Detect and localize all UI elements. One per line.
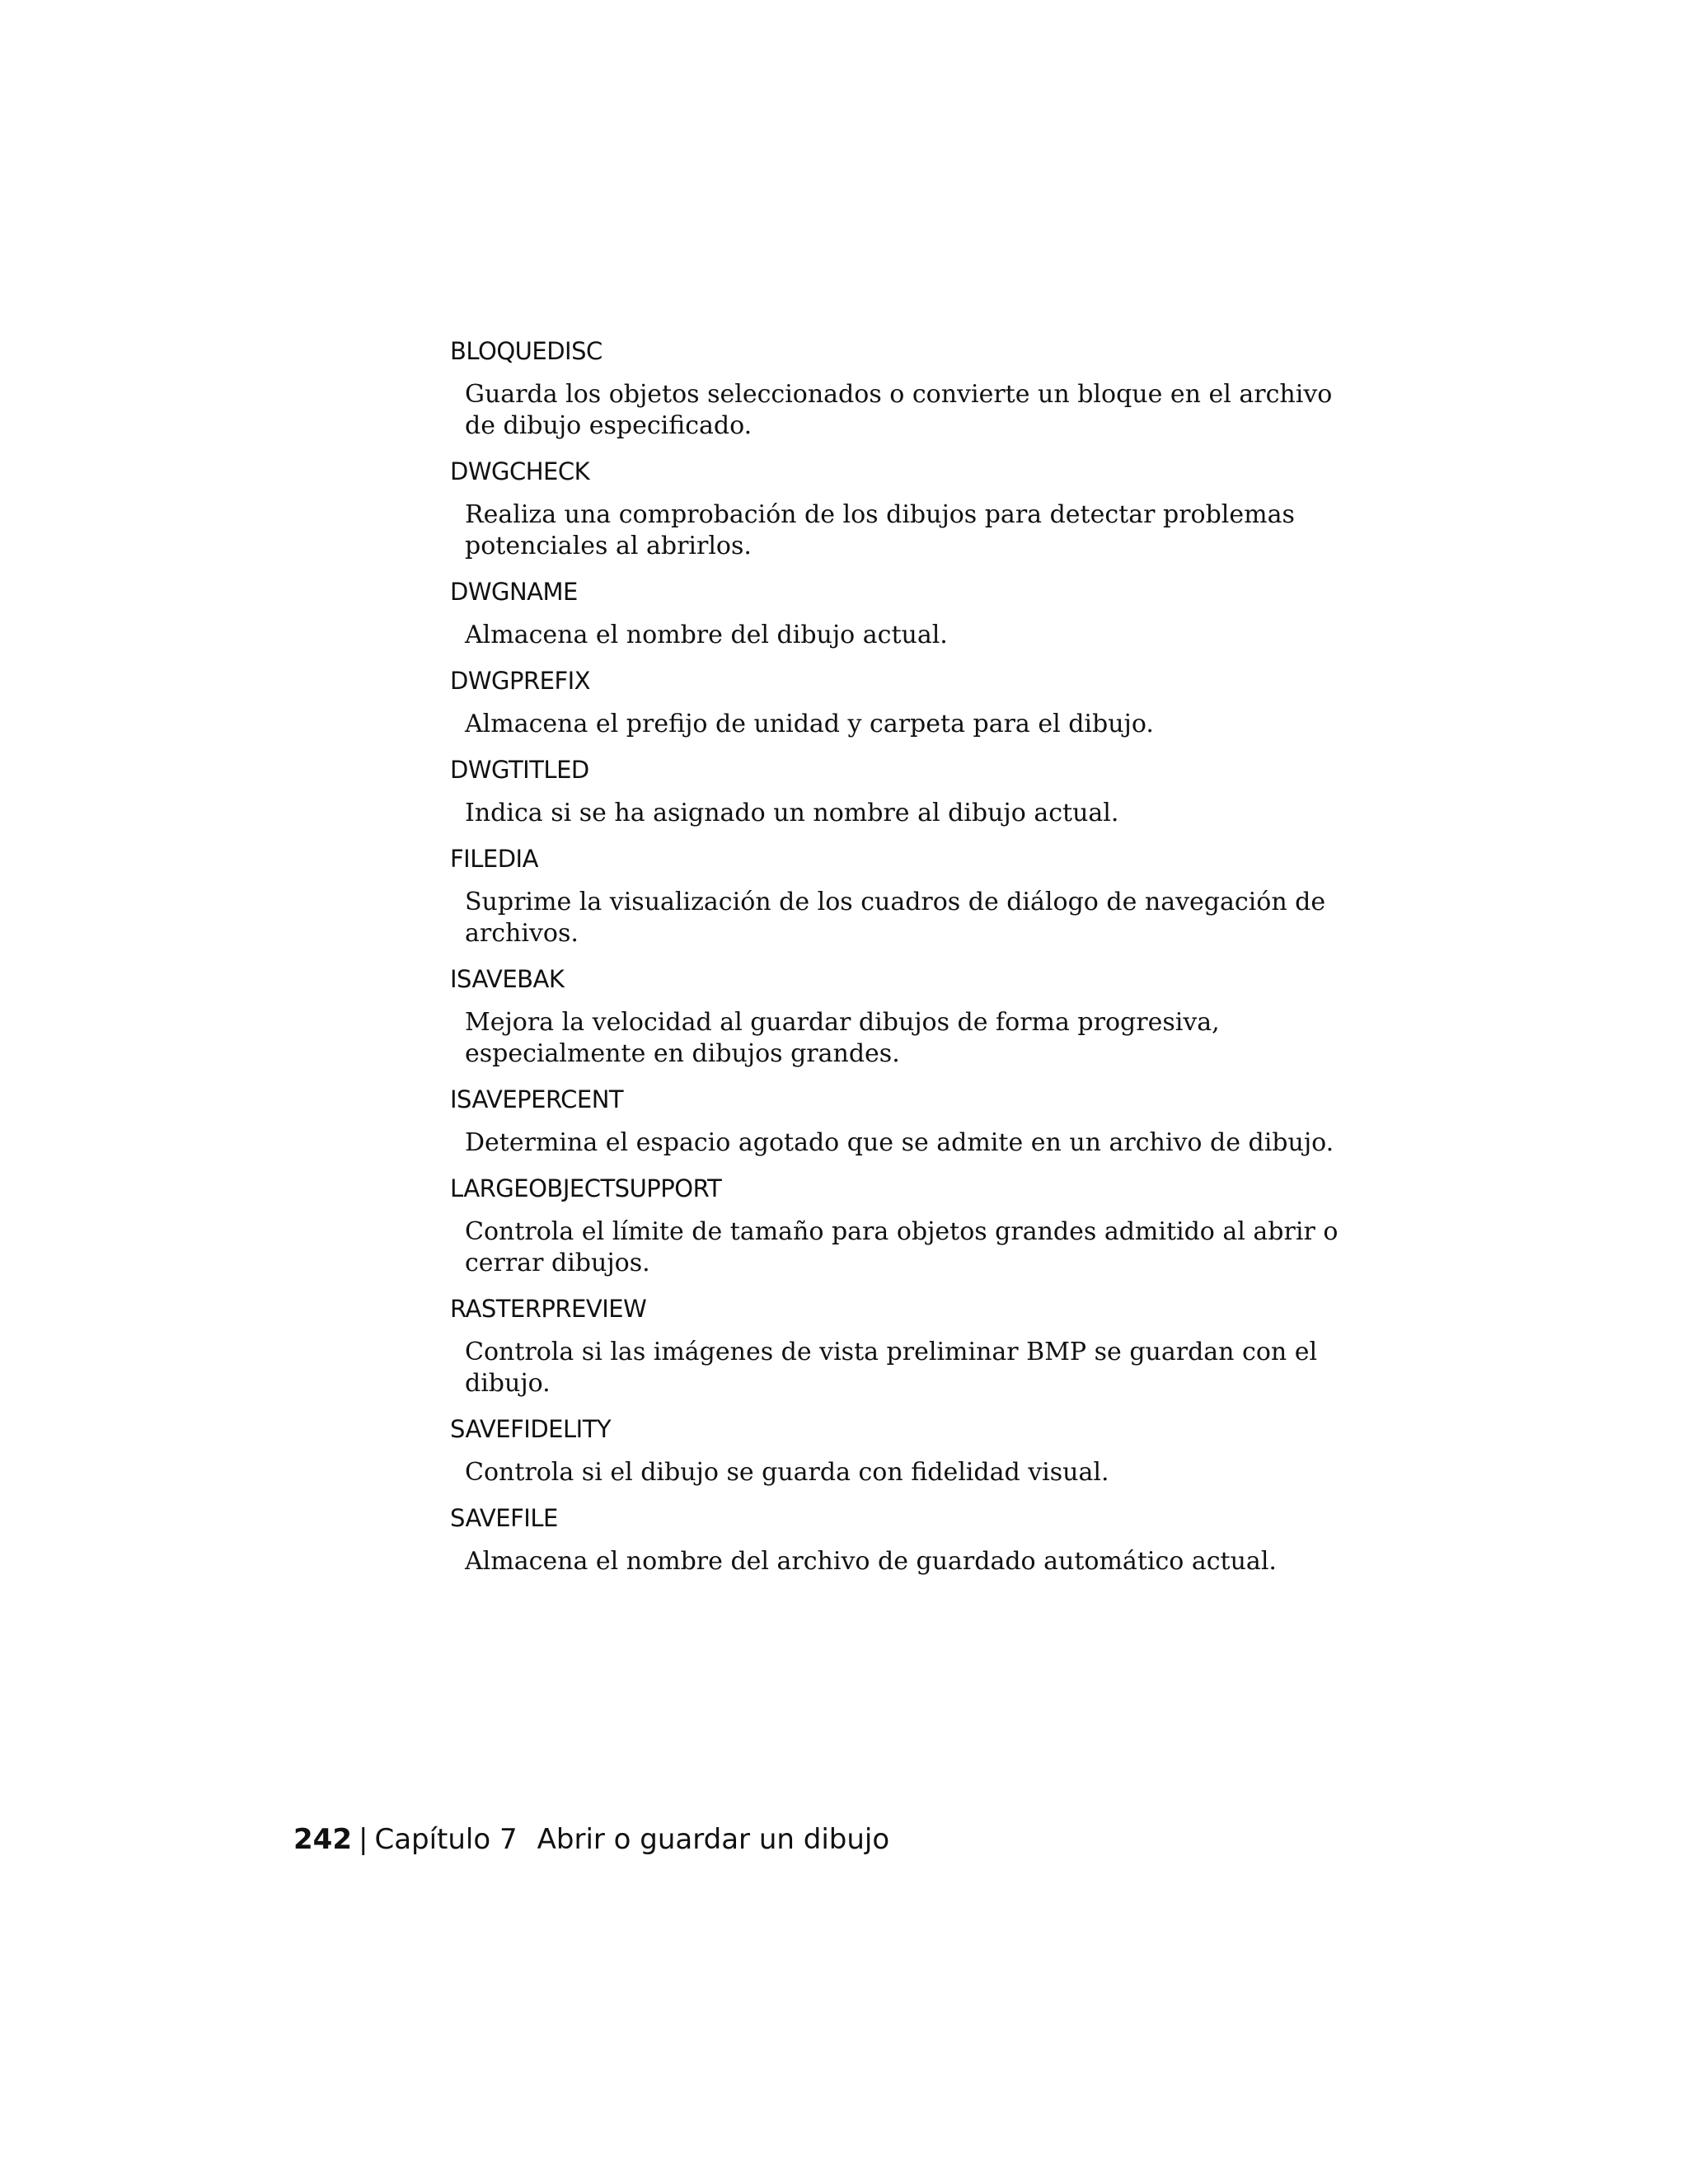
entry-term: LARGEOBJECTSUPPORT [450,1174,722,1202]
entry-bloquedisc [450,333,1357,442]
entry-isavebak [450,961,1357,1070]
entry-description: Suprime la visualización de los cuadros de diálogo de navegación de archivos. [465,888,1326,948]
entry-description: Almacena el nombre del dibujo actual. [465,621,948,649]
entry-term: FILEDIA [450,845,538,873]
entry-term: DWGNAME [450,578,578,606]
entry-term: RASTERPREVIEW [450,1295,647,1323]
entry-term: BLOQUEDISC [450,337,603,365]
entry-rasterpreview [450,1291,1357,1399]
entry-description: Controla el límite de tamaño para objetos grandes admitido al abrir o cerrar dibujos. [465,1217,1339,1277]
entry-term: SAVEFILE [450,1504,558,1532]
entry-description: Guarda los objetos seleccionados o convierte un bloque en el archivo de dibujo especificado. [465,380,1333,440]
entry-savefile [450,1500,1357,1577]
entry-description: Determina el espacio agotado que se admite en un archivo de dibujo. [465,1128,1334,1157]
entry-term: DWGPREFIX [450,667,591,695]
page-number: 242 [293,1823,352,1856]
entry-dwgname [450,574,1357,651]
entry-description: Almacena el nombre del archivo de guardado automático actual. [465,1547,1277,1576]
chapter-title: Abrir o guardar un dibujo [537,1823,890,1856]
footer-separator: | [358,1823,368,1856]
entry-term: DWGCHECK [450,457,590,485]
entry-dwgprefix [450,663,1357,740]
entry-isavepercent [450,1081,1357,1159]
entry-dwgcheck [450,453,1357,562]
entry-description: Indica si se ha asignado un nombre al dibujo actual. [465,799,1119,827]
entry-description: Controla si las imágenes de vista preliminar BMP se guardan con el dibujo. [465,1338,1318,1398]
variable-list [450,333,1357,1589]
entry-term: ISAVEPERCENT [450,1085,624,1113]
entry-description: Controla si el dibujo se guarda con fidelidad visual. [465,1458,1109,1487]
entry-description: Almacena el prefijo de unidad y carpeta para el dibujo. [465,710,1154,738]
entry-largeobjectsupport [450,1170,1357,1279]
page-footer [293,1823,889,1856]
entry-filedia [450,841,1357,949]
entry-term: DWGTITLED [450,756,589,784]
entry-description: Mejora la velocidad al guardar dibujos de forma progresiva, especialmente en dibujos grandes. [465,1008,1220,1068]
entry-description: Realiza una comprobación de los dibujos para detectar problemas potenciales al abrirlos. [465,500,1295,560]
entry-term: SAVEFIDELITY [450,1415,612,1443]
entry-savefidelity [450,1411,1357,1488]
chapter-label: Capítulo 7 [374,1823,518,1856]
entry-dwgtitled [450,752,1357,829]
entry-term: ISAVEBAK [450,965,565,993]
